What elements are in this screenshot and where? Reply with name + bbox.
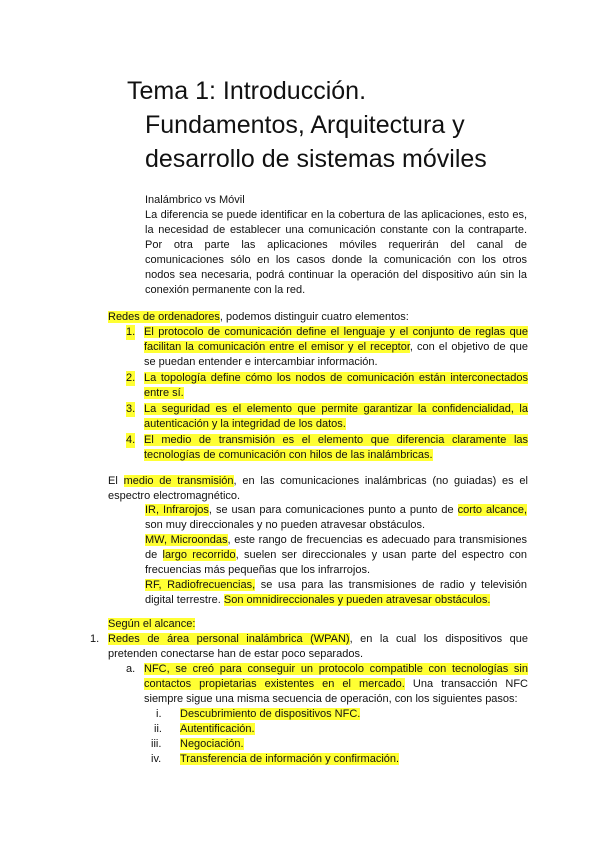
- redes-list: [126, 325, 528, 463]
- nfc-item: [126, 662, 528, 707]
- nfc-highlight-2: contactos propietarias existentes en el mercado.: [144, 678, 405, 690]
- list-item-text: La seguridad es el elemento que permite garantizar la confidencialidad, la: [144, 403, 528, 415]
- step-number: i.: [156, 708, 162, 720]
- list-item-text: entre sí.: [144, 387, 184, 399]
- medio-section: [108, 474, 528, 504]
- title-line-1: Tema 1: Introducción.: [127, 77, 367, 105]
- intro-line: nodos sea necesaria, podrá continuar la operación del dispositivo aún sin la: [145, 269, 527, 281]
- step-item: [146, 707, 526, 722]
- rf-text: se usa para las transmisiones de radio y televisión: [255, 579, 527, 591]
- intro-line: conexión permanente con la red.: [145, 284, 306, 296]
- list-item-text: El medio de transmisión es el elemento que diferencia claramente las: [144, 434, 528, 446]
- nfc-text: siempre sigue una misma secuencia de operación, con los siguientes pasos:: [144, 693, 518, 705]
- intro-line: La diferencia se puede identificar en la cobertura de las aplicaciones, esto es,: [145, 209, 527, 221]
- list-item-text: tecnologías de comunicación con hilos de las inalámbricas.: [144, 449, 433, 461]
- mw-text: de: [145, 549, 163, 561]
- list-item: [126, 433, 528, 463]
- medio-highlight: medio de transmisión: [123, 475, 234, 487]
- medio-text: espectro electromagnético.: [108, 490, 241, 502]
- step-text: Negociación.: [180, 738, 244, 750]
- wpan-highlight: Redes de área personal inalámbrica (WPAN): [108, 633, 350, 645]
- mw-text: frecuencias más pequeñas que los infrarrojos.: [145, 564, 371, 576]
- list-item-text: La topología define cómo los nodos de comunicación están interconectados: [144, 372, 528, 384]
- redes-highlight: Redes de ordenadores: [108, 311, 220, 323]
- step-text: Transferencia de información y confirmación.: [180, 753, 400, 765]
- list-number: 4.: [126, 434, 136, 446]
- medio-text: El: [108, 475, 124, 487]
- step-text: Descubrimiento de dispositivos NFC.: [180, 708, 361, 720]
- spectrum-section: [145, 503, 527, 608]
- wpan-text: , en la cual los dispositivos que: [349, 633, 528, 645]
- list-item-text: autenticación y la integridad de los datos.: [144, 418, 346, 430]
- sub-letter: a.: [126, 663, 136, 675]
- list-item: [126, 325, 528, 370]
- mw-highlight-2: largo recorrido: [162, 549, 236, 561]
- step-number: iii.: [151, 738, 162, 750]
- nfc-text: Una transacción NFC: [404, 678, 528, 690]
- list-number: 3.: [126, 403, 136, 415]
- list-number: 1.: [90, 633, 100, 645]
- title-line-3: desarrollo de sistemas móviles: [145, 145, 487, 173]
- intro-section: [145, 193, 527, 298]
- step-item: [146, 737, 526, 752]
- medio-text: , en las comunicaciones inalámbricas (no guiadas) es el: [233, 475, 528, 487]
- page-title: [127, 74, 547, 176]
- step-number: iv.: [151, 753, 162, 765]
- wpan-text: pretenden conectarse han de estar poco separados.: [108, 648, 364, 660]
- mw-text: , suelen ser direccionales y usan parte del espectro con: [235, 549, 527, 561]
- step-item: [146, 752, 526, 767]
- ir-highlight: IR, Infrarojos: [145, 504, 209, 516]
- list-number: 1.: [126, 326, 136, 338]
- list-number: 2.: [126, 372, 136, 384]
- intro-line: Por otra parte las aplicaciones móviles requerirán del canal de: [145, 239, 527, 251]
- rf-highlight: RF, Radiofrecuencias,: [145, 579, 256, 591]
- rf-text: digital terrestre.: [145, 594, 224, 606]
- rf-highlight-2: Son omnidireccionales y pueden atravesar obstáculos.: [223, 594, 491, 606]
- ir-highlight-2: corto alcance,: [457, 504, 528, 516]
- list-item: [126, 402, 528, 432]
- intro-line: comunicaciones sólo en los casos donde la comunicación con los otros: [145, 254, 527, 266]
- list-item-text-highlight: facilitan la comunicación entre el emisor y el receptor: [144, 341, 410, 353]
- title-line-2: Fundamentos, Arquitectura y: [145, 111, 465, 139]
- mw-highlight: MW, Microondas: [145, 534, 228, 546]
- intro-heading: Inalámbrico vs Móvil: [145, 194, 245, 206]
- nfc-highlight: NFC, se creó para conseguir un protocolo compatible con tecnologías sin: [144, 663, 528, 675]
- ir-text: , se usan para comunicaciones punto a punto de: [208, 504, 458, 516]
- list-item-text: se puedan entender e intercambiar información.: [144, 356, 378, 368]
- ir-text: son muy direccionales y no pueden atravesar obstáculos.: [145, 519, 426, 531]
- redes-intro-text: , podemos distinguir cuatro elementos:: [219, 311, 409, 323]
- alcance-item-1: [90, 632, 528, 662]
- mw-text: , este rango de frecuencias es adecuado para transmisiones: [227, 534, 527, 546]
- step-text: Autentificación.: [180, 723, 255, 735]
- list-item-text: El protocolo de comunicación define el lenguaje y el conjunto de reglas que: [144, 326, 528, 338]
- list-item: [126, 371, 528, 401]
- step-number: ii.: [154, 723, 162, 735]
- alcance-heading: Según el alcance:: [108, 618, 196, 630]
- nfc-steps: [146, 707, 526, 767]
- alcance-heading-wrap: [108, 617, 528, 632]
- list-item-text: , con el objetivo de que: [409, 341, 528, 353]
- redes-intro: [108, 310, 528, 325]
- intro-line: la necesidad de establecer una comunicación constante con la contraparte.: [145, 224, 527, 236]
- step-item: [146, 722, 526, 737]
